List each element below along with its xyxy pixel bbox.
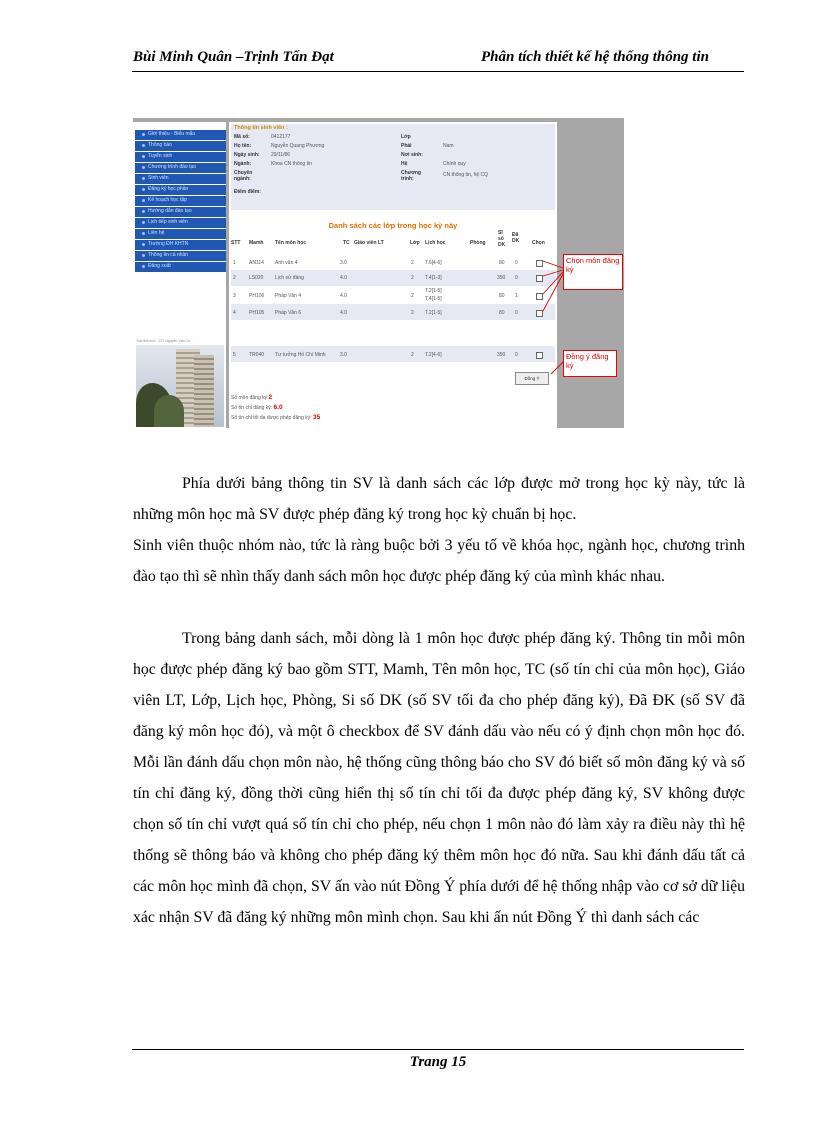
nav-item[interactable]: Thông tin cá nhân [135, 251, 226, 261]
cell-lich: T.2[1-5] [425, 310, 442, 316]
column-header: Chọn [532, 240, 545, 246]
cell-tc: 4.0 [340, 310, 347, 316]
cell-lop: 2 [411, 260, 414, 266]
cell-ten: Tư tưởng Hồ Chí Minh [275, 352, 326, 358]
paragraph: Trong bảng danh sách, mỗi dòng là 1 môn học được phép đăng ký. Thông tin mỗi môn học được phép đăng ký bao gồm STT, Mamh, Tên môn học, TC (số tín chỉ của môn học), Giáo viên LT, Lớp, Lịch học, Phòng, Si số DK (số SV tối đa cho phép đăng ký), Đã ĐK (số SV đã đăng ký môn học đó), và một ô checkbox để SV đánh dấu vào nếu có ý định chọn môn học đó. Mỗi lần đánh dấu chọn môn nào, hệ thống cũng thông báo cho SV đó biết số môn đăng ký và số tín chỉ đăng ký, đồng thời cũng hiển thị số tín chỉ tối đa được phép đăng ký, SV không được chọn số tín chỉ vượt quá số tín chỉ cho phép, nếu chọn 1 môn nào đó làm xảy ra điều này thì hệ thống sẽ thông báo và không cho phép đăng ký thêm môn học đó nữa. Sau khi đánh dấu tất cả các môn học mình đã chọn, SV ấn vào nút Đồng Ý phía dưới để hệ thống nhập vào cơ sở dữ liệu xác nhận SV đã đăng ký những môn mình chọn. Sau khi ấn nút Đồng Ý thì danh sách các [133, 630, 745, 926]
cell-stt: 2 [233, 275, 236, 281]
cell-stt: 4 [233, 310, 236, 316]
page-number: Trang 15 [409, 1054, 467, 1070]
column-header: TC [343, 240, 350, 246]
info-value: Nguyễn Quang Phương [271, 143, 325, 149]
summary-value: 2 [268, 394, 273, 401]
cell-stt: 5 [233, 352, 236, 358]
cell-dadk: 0 [515, 260, 518, 266]
column-header: Lịch học [425, 240, 446, 246]
cell-ten: Pháp Văn 6 [275, 310, 302, 316]
paragraph: Phía dưới bảng thông tin SV là danh sách các lớp được mở trong học kỳ này, tức là những môn học mà SV được phép đăng ký trong học kỳ chuẩn bị học. [133, 475, 745, 523]
footer-rule [132, 1049, 744, 1050]
column-header: Lớp [410, 240, 420, 246]
nav-item[interactable]: Liên hệ [135, 229, 226, 239]
nav-item[interactable]: Lịch tiếp sinh viên [135, 218, 226, 228]
cell-tc: 3.0 [340, 260, 347, 266]
cell-tc: 4.0 [340, 293, 347, 299]
info-title: Thông tin sinh viên : [234, 125, 288, 131]
arrow-line [551, 362, 563, 374]
info-label: Mã số: [234, 134, 250, 140]
info-value: 29/11/86 [271, 152, 291, 158]
arrow-line [543, 261, 563, 268]
registration-screenshot [133, 118, 624, 428]
cell-lich: T.6[4-6] [425, 260, 442, 266]
info-value: CN thông tin, hệ CQ [443, 172, 489, 178]
cell-siso: 350 [497, 275, 506, 281]
annotation-select: Chọn môn đăng ký [563, 254, 623, 290]
column-header: Mamh [249, 240, 264, 246]
info-label: Phái [401, 143, 412, 149]
column-header: Phòng [470, 240, 486, 246]
cell-siso: 80 [499, 310, 505, 316]
nav-item[interactable]: Trường ĐH KHTN [135, 240, 226, 250]
list-title: Danh sách các lớp trong học kỳ này [328, 221, 458, 230]
cell-mamh: PH106 [249, 293, 265, 299]
nav-item[interactable]: Hướng dẫn đào tạo [135, 207, 226, 217]
cell-siso: 80 [499, 260, 505, 266]
summary-label: Số tín chỉ tối đa được phép đăng ký: [231, 415, 312, 421]
column-header: Đã DK [512, 232, 520, 244]
header-rule [132, 71, 744, 72]
paragraph: Sinh viên thuộc nhóm nào, tức là ràng buộc bởi 3 yếu tố về khóa học, ngành học, chương trình đào tạo thì sẽ nhìn thấy danh sách môn học được phép đăng ký của mình khác nhau. [133, 537, 745, 585]
cell-lich: T.2[4-6] [425, 352, 442, 358]
header-authors: Bùi Minh Quân –Trịnh Tấn Đạt [133, 49, 334, 65]
cell-dadk: 0 [515, 275, 518, 281]
column-header: Tên môn học [275, 240, 307, 246]
agree-button[interactable]: Đồng Ý [515, 372, 549, 385]
cell-mamh: LS020 [249, 275, 264, 281]
cell-siso: 350 [497, 352, 506, 358]
nav-item[interactable]: Kế hoạch học tập [135, 196, 226, 206]
info-label: Lớp [401, 134, 411, 140]
cell-ten: Lịch sử đảng [275, 275, 304, 281]
info-label: Nơi sinh: [401, 152, 423, 158]
cell-mamh: PH105 [249, 310, 265, 316]
info-label: Chuyên ngành: [234, 170, 253, 182]
info-label: Điểm điểm: [234, 189, 261, 195]
info-label: Họ tên: [234, 143, 252, 149]
nav-item[interactable]: Đăng xuất [135, 262, 226, 272]
column-header: Giáo viên LT [354, 240, 384, 246]
summary-label: Số môn đăng ký: [231, 395, 269, 401]
cell-dadk: 1 [515, 293, 518, 299]
annotation-agree: Đồng ý đăng ký [563, 350, 617, 377]
cell-lich: T.4[1-5] [425, 296, 442, 302]
nav-item[interactable]: Tuyển sinh [135, 152, 226, 162]
summary-value: 35 [312, 414, 321, 421]
info-value: Nam [443, 143, 454, 149]
cell-lop: 2 [411, 275, 414, 281]
cell-dadk: 0 [515, 352, 518, 358]
summary-label: Số tín chỉ đăng ký: [231, 405, 273, 411]
cell-dadk: 0 [515, 310, 518, 316]
cell-tc: 3.0 [340, 352, 347, 358]
annotation-arrows [133, 118, 624, 428]
nav-item[interactable]: Thông báo [135, 141, 226, 151]
cell-ten: Pháp Văn 4 [275, 293, 302, 299]
info-label: Hệ [401, 161, 408, 167]
nav-item[interactable]: Chương trình đào tạo [135, 163, 226, 173]
cell-lich: T.2[1-5] [425, 288, 442, 294]
info-value: Chính quy [443, 161, 466, 167]
cell-tc: 4.0 [340, 275, 347, 281]
summary-value: 6.0 [273, 404, 283, 411]
cell-mamh: TR040 [249, 352, 265, 358]
arrow-line [543, 274, 563, 311]
cell-lop: 2 [411, 293, 414, 299]
info-value: Khoa CN thông tin [271, 161, 312, 167]
cell-ten: Anh văn 4 [275, 260, 298, 266]
nav-item[interactable]: Đăng ký học phần [135, 185, 226, 195]
nav-item[interactable]: Giới thiệu - Biểu mẫu [135, 130, 226, 140]
cell-lop: 2 [411, 310, 414, 316]
nav-item[interactable]: Sinh viên [135, 174, 226, 184]
cell-lop: 2 [411, 352, 414, 358]
photo-caption: Toà nhà mới - 227 Nguyễn Văn Cừ [136, 339, 191, 343]
info-value: 0412177 [271, 134, 291, 140]
cell-stt: 1 [233, 260, 236, 266]
info-label: Ngành: [234, 161, 252, 167]
cell-stt: 3 [233, 293, 236, 299]
cell-mamh: AN114 [249, 260, 264, 266]
column-header: STT [231, 240, 241, 246]
column-header: Sĩ số DK [498, 230, 506, 248]
info-label: Chương trình: [401, 170, 421, 182]
cell-siso: 80 [499, 293, 505, 299]
cell-lich: T.4[1-3] [425, 275, 442, 281]
header-title: Phân tích thiết kế hệ thống thông tin [481, 49, 709, 65]
info-label: Ngày sinh: [234, 152, 260, 158]
